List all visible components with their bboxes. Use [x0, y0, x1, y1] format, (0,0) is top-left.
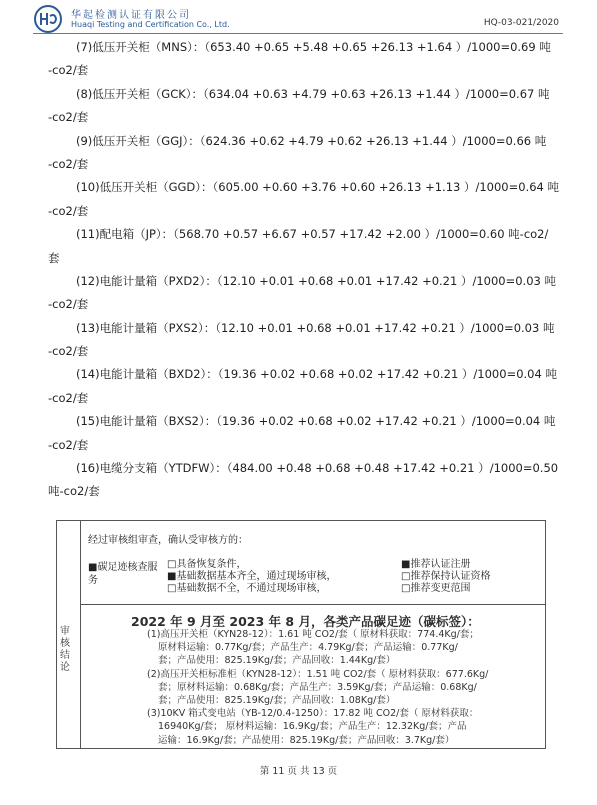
review-options-right — [401, 559, 490, 595]
option-recommend-registration: ■推荐认证注册 — [401, 559, 471, 570]
calculation-line: (12)电能计量箱（PXD2）：（12.10 +0.01 +0.68 +0.01 +17.42 +0.21 ）/1000=0.03 吨 — [76, 273, 557, 288]
calculation-line: (13)电能计量箱（PXS2）：（12.10 +0.01 +0.68 +0.01 +17.42 +0.21 ）/1000=0.03 吨 — [76, 320, 555, 335]
calculation-line: (15)电能计量箱（BXS2）：（19.36 +0.02 +0.68 +0.02 +17.42 +0.21 ）/1000=0.04 吨 — [76, 414, 556, 429]
result-line: (3)10KV 箱式变电站（YB-12/0.4-1250）：17.82 吨 CO2/套（ 原材料获取： — [147, 708, 479, 720]
result-line: 套；产品使用：825.19Kg/套；产品回收：1.44Kg/套） — [158, 655, 396, 667]
column-divider — [80, 521, 81, 748]
calculation-line: 吨-co2/套 — [48, 484, 100, 499]
calculation-line: -co2/套 — [48, 203, 89, 218]
company-name-en: Huaqi Testing and Certification Co., Ltd. — [71, 20, 230, 29]
calculation-line: (7)低压开关柜（MNS）：（653.40 +0.65 +5.48 +0.65 +26.13 +1.64 ）/1000=0.69 吨 — [76, 40, 551, 54]
option-data-complete: ■基础数据基本齐全，通过现场审核， — [167, 571, 337, 582]
service-category — [88, 561, 158, 587]
review-conclusion-box — [56, 520, 546, 749]
page-number: 第 11 页 共 13 页 — [259, 766, 338, 777]
header-divider — [33, 33, 563, 34]
company-logo-icon — [33, 4, 63, 34]
option-data-incomplete: □基础数据不全，不通过现场审核， — [167, 583, 327, 594]
calculation-line: -co2/套 — [48, 110, 89, 125]
service-category-text: ■碳足迹核查服务 — [88, 562, 158, 586]
calculation-line: (11)配电箱（JP）：（568.70 +0.57 +6.67 +0.57 +17.42 +2.00 ）/1000=0.60 吨-co2/ — [76, 227, 549, 242]
calculation-line: (16)电缆分支箱（YTDFW）：（484.00 +0.48 +0.68 +0.48 +17.42 +0.21 ）/1000=0.50 — [76, 461, 559, 476]
review-options-left — [167, 559, 336, 595]
carbon-footprint-results — [147, 628, 537, 747]
summary-title: 2022 年 9 月至 2023 年 8 月，各类产品碳足迹（碳标签）： — [131, 614, 480, 629]
calculation-line: -co2/套 — [48, 297, 89, 312]
option-recommend-change-scope: □推荐变更范围 — [401, 583, 471, 594]
calculation-list — [48, 36, 560, 504]
calculation-line: 套 — [48, 250, 60, 265]
review-intro: 经过审核组审查，确认受审核方的： — [88, 535, 248, 546]
row-divider — [80, 604, 545, 605]
result-line: 套；产品使用：825.19Kg/套；产品回收：1.08Kg/套） — [158, 695, 396, 707]
result-line: 16940Kg/套； 原材料运输：16.9Kg/套；产品生产：12.32Kg/套；产品 — [158, 721, 467, 733]
calculation-line: -co2/套 — [48, 63, 89, 78]
calculation-line: -co2/套 — [48, 437, 89, 452]
calculation-line: -co2/套 — [48, 156, 89, 171]
calculation-line: (8)低压开关柜（GCK）：（634.04 +0.63 +4.79 +0.63 +26.13 +1.44 ）/1000=0.67 吨 — [76, 86, 550, 101]
company-name-cn: 华起检测认证有限公司 — [71, 10, 191, 21]
result-line: 原材料运输：0.77Kg/套；产品生产：4.79Kg/套；产品运输：0.77Kg/ — [158, 642, 458, 654]
calculation-line: (14)电能计量箱（BXD2）：（19.36 +0.02 +0.68 +0.02 +17.42 +0.21 ）/1000=0.04 吨 — [76, 367, 557, 382]
document-number: HQ-03-021/2020 — [483, 18, 559, 28]
option-recommend-maintain: □推荐保持认证资格 — [401, 571, 491, 582]
calculation-line: -co2/套 — [48, 344, 89, 359]
page-header — [33, 4, 563, 32]
calculation-line: (9)低压开关柜（GGJ）：（624.36 +0.62 +4.79 +0.62 +26.13 +1.44 ）/1000=0.66 吨 — [76, 133, 547, 148]
option-restore-condition: □具备恢复条件， — [167, 559, 247, 570]
calculation-line: -co2/套 — [48, 390, 89, 405]
result-line: (1)高压开关柜（KYN28-12）：1.61 吨 CO2/套（ 原材料获取：774.4Kg/套； — [147, 629, 479, 640]
review-conclusion-label: 审核结论 — [60, 626, 70, 673]
result-line: 套；原材料运输：0.68Kg/套；产品生产：3.59Kg/套；产品运输：0.68Kg/ — [158, 681, 477, 693]
result-line: (2)高压开关柜标准柜（KYN28-12）：1.51 吨 CO2/套（ 原材料获取：677.6Kg/ — [147, 668, 489, 680]
result-line: 运输：16.9Kg/套；产品使用：825.19Kg/套；产品回收：3.7Kg/套） — [158, 734, 455, 746]
calculation-line: (10)低压开关柜（GGD）：（605.00 +0.60 +3.76 +0.60 +26.13 +1.13 ）/1000=0.64 吨 — [76, 180, 560, 195]
